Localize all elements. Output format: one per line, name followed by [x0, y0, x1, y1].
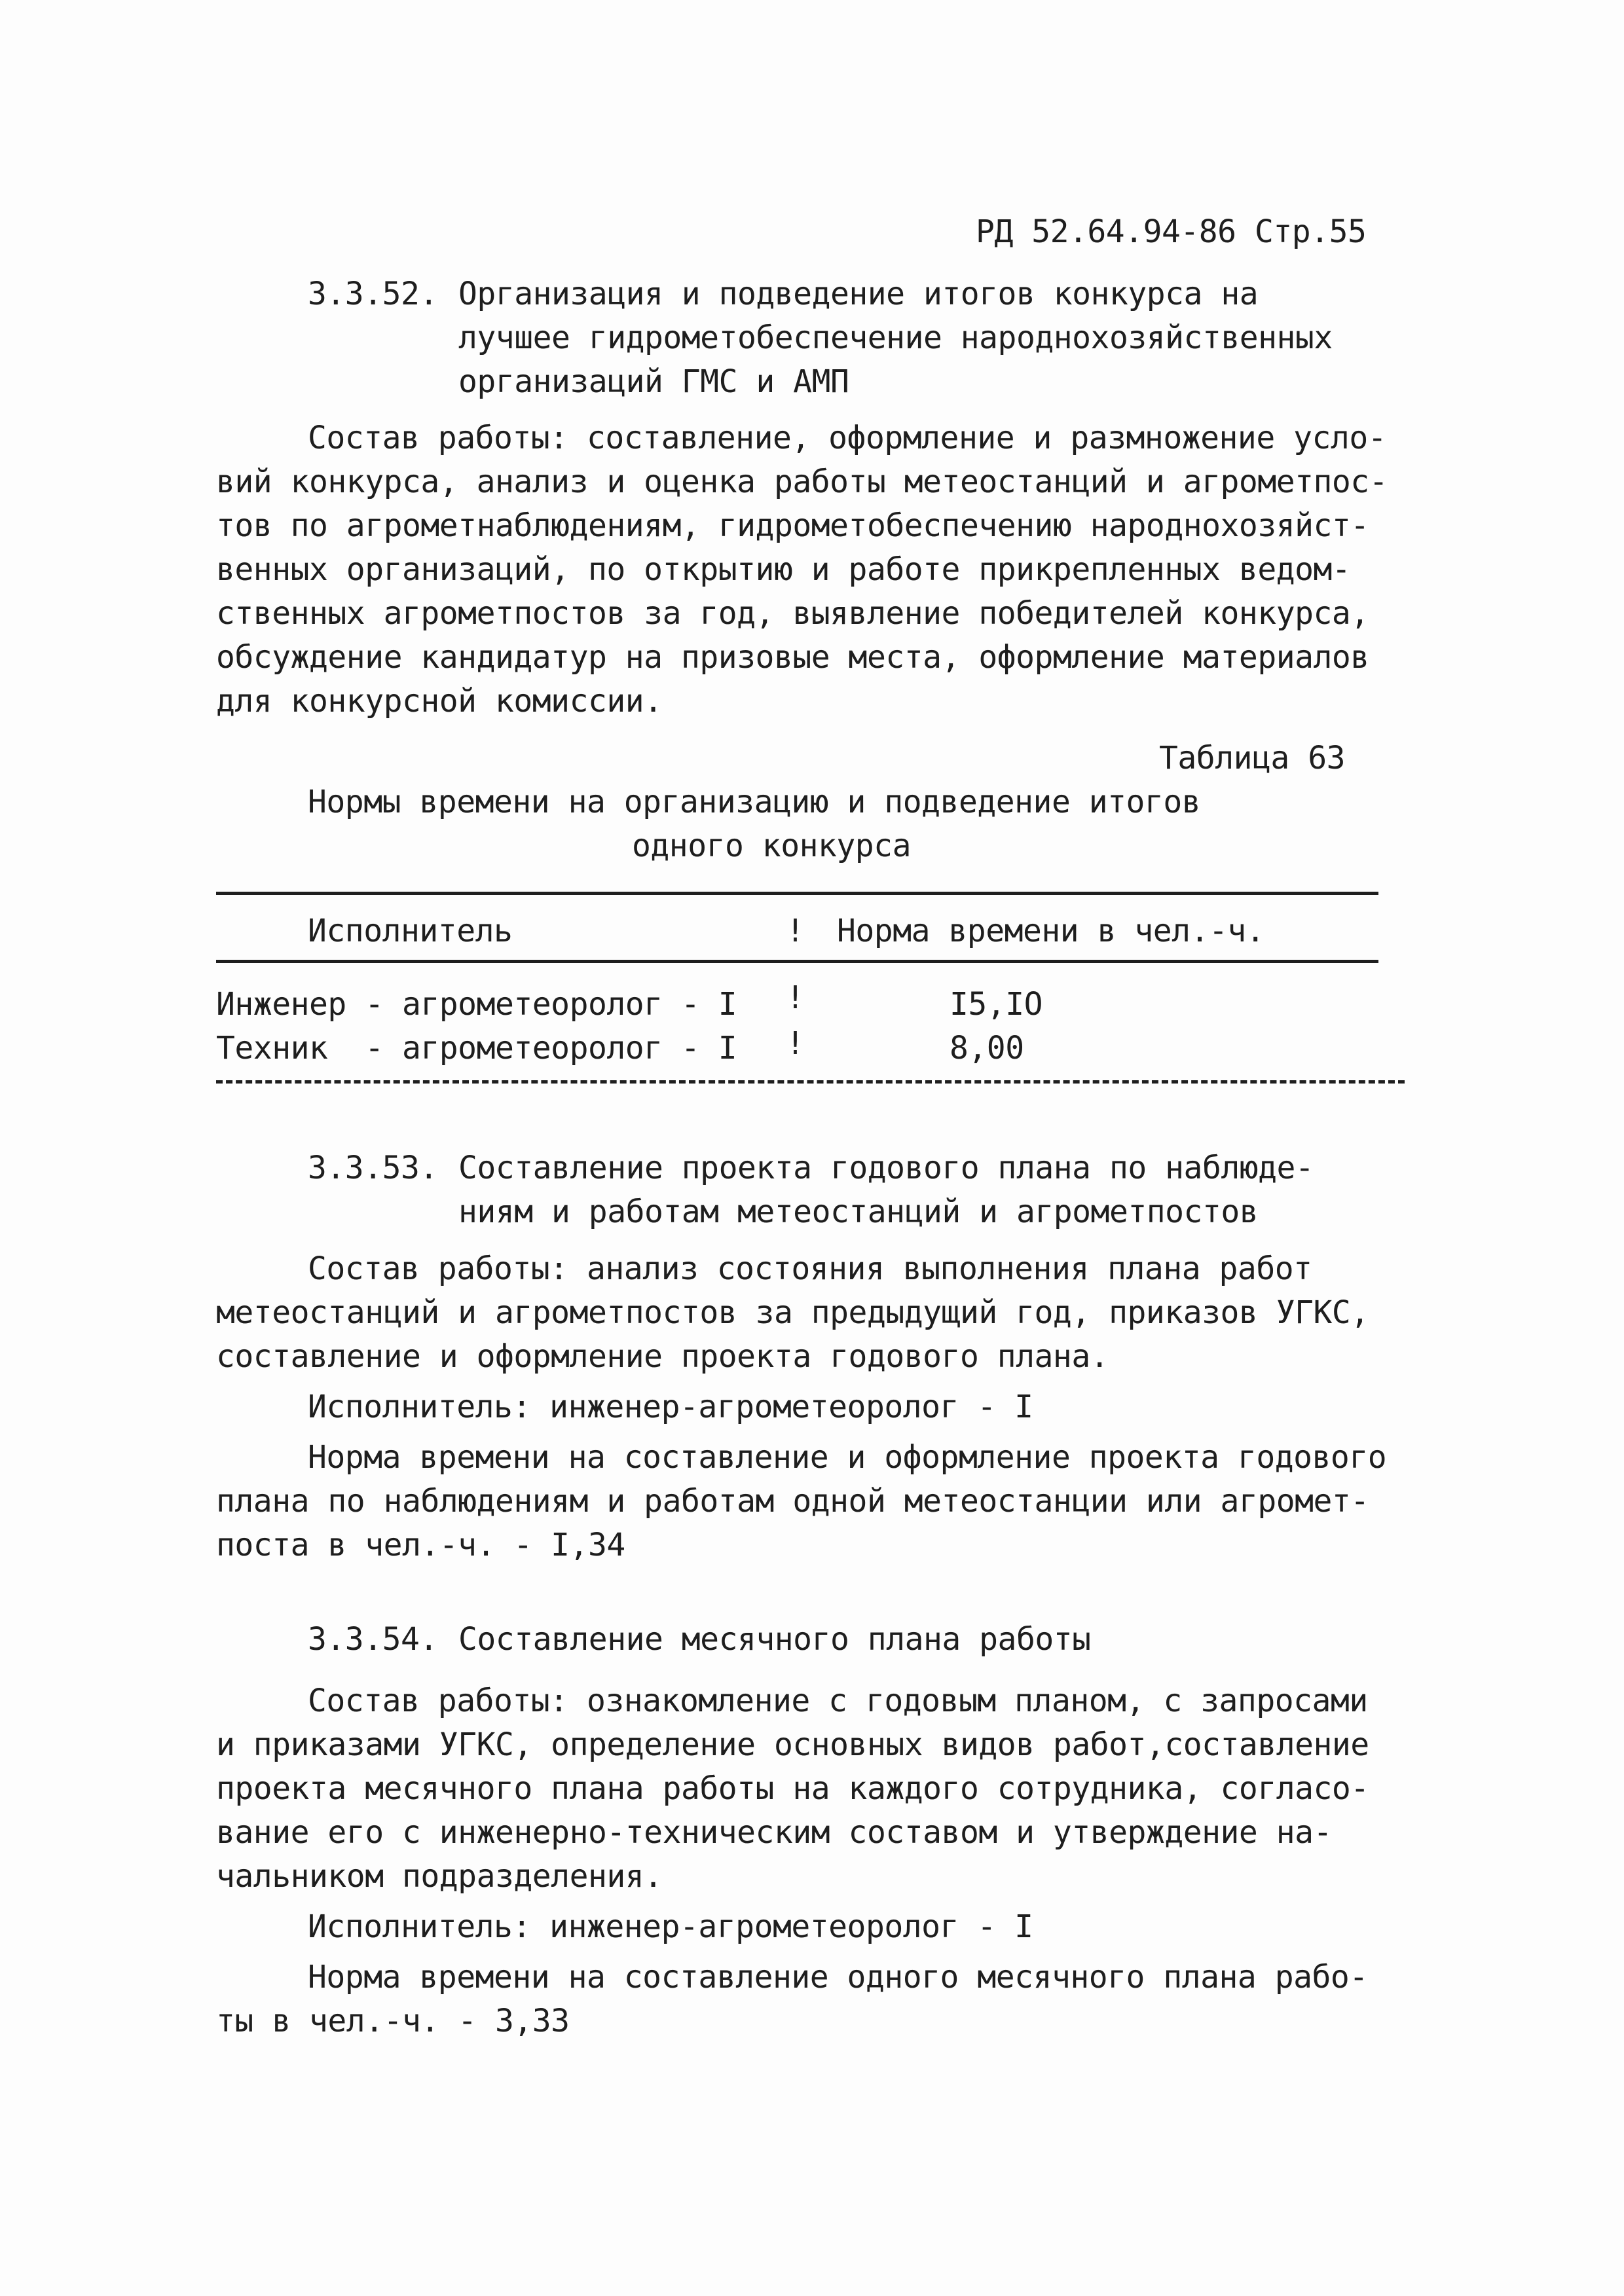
- table-bottom-rule: [216, 1080, 1405, 1084]
- section-title-line: Организация и подведение итогов конкурса на: [458, 276, 1259, 312]
- table-header-rule: [216, 960, 1378, 963]
- section-title: Составление месячного плана работы: [458, 1621, 1091, 1658]
- section-title-line: Составление проекта годового плана по наблюде-: [458, 1150, 1314, 1186]
- section-number: 3.3.52.: [308, 276, 438, 312]
- column-separator: !: [786, 1025, 805, 1062]
- body-text-line: для конкурсной комиссии.: [216, 683, 663, 720]
- body-text-line: и приказами УГКС, определение основных видов работ,составление: [216, 1726, 1369, 1763]
- performer-line: Исполнитель: инженер-агрометеоролог - I: [308, 1908, 1033, 1945]
- section-number: 3.3.53.: [308, 1150, 438, 1186]
- table-caption-line: одного конкурса: [632, 828, 911, 864]
- body-text-line: венных организаций, по открытию и работе прикрепленных ведом-: [216, 551, 1351, 588]
- body-text-line: ственных агрометпостов за год, выявление победителей конкурса,: [216, 595, 1369, 632]
- body-text-line: тов по агрометнаблюдениям, гидрометобеспечению народнохозяйст-: [216, 507, 1369, 544]
- table-caption-line: Нормы времени на организацию и подведение итогов: [308, 784, 1201, 820]
- norm-text-line: плана по наблюдениям и работам одной метеостанции или агромет-: [216, 1483, 1369, 1520]
- table-cell-performer: Техник - агрометеоролог - I: [216, 1030, 737, 1066]
- body-text-line: вий конкурса, анализ и оценка работы метеостанций и агрометпос-: [216, 464, 1388, 500]
- section-title-line: ниям и работам метеостанций и агрометпостов: [458, 1194, 1259, 1230]
- norm-text-line: Норма времени на составление одного месячного плана рабо-: [308, 1959, 1368, 1995]
- section-number: 3.3.54.: [308, 1621, 438, 1658]
- table-cell-performer: Инженер - агрометеоролог - I: [216, 986, 737, 1023]
- body-text-line: составление и оформление проекта годового плана.: [216, 1338, 1109, 1375]
- body-text-line: метеостанций и агрометпостов за предыдущий год, приказов УГКС,: [216, 1294, 1369, 1331]
- table-cell-norm: I5,IO: [950, 986, 1043, 1023]
- column-separator: !: [786, 913, 805, 949]
- table-cell-norm: 8,00: [950, 1030, 1024, 1066]
- page-reference: РД 52.64.94-86 Стр.55: [976, 213, 1367, 250]
- body-text-line: проекта месячного плана работы на каждого сотрудника, согласо-: [216, 1770, 1369, 1807]
- column-header-performer: Исполнитель: [308, 913, 513, 949]
- body-text-line: обсуждение кандидатур на призовые места, оформление материалов: [216, 639, 1369, 676]
- body-text-line: чальником подразделения.: [216, 1858, 663, 1895]
- performer-line: Исполнитель: инженер-агрометеоролог - I: [308, 1389, 1033, 1425]
- section-title-line: организаций ГМС и АМП: [458, 363, 849, 400]
- body-text-line: Состав работы: анализ состояния выполнения плана работ: [308, 1250, 1312, 1287]
- body-text-line: Состав работы: составление, оформление и размножение усло-: [308, 420, 1387, 456]
- column-separator: !: [786, 979, 805, 1016]
- norm-text-line: Норма времени на составление и оформление проекта годового: [308, 1439, 1387, 1476]
- section-title-line: лучшее гидрометобеспечение народнохозяйственных: [458, 319, 1333, 356]
- norm-text-line: поста в чел.-ч. - I,34: [216, 1527, 625, 1563]
- body-text-line: Состав работы: ознакомление с годовым планом, с запросами: [308, 1683, 1368, 1719]
- table-label: Таблица 63: [1159, 740, 1345, 776]
- column-header-norm: Норма времени в чел.-ч.: [837, 913, 1265, 949]
- body-text-line: вание его с инженерно-техническим составом и утверждение на-: [216, 1814, 1332, 1851]
- norm-text-line: ты в чел.-ч. - 3,33: [216, 2003, 570, 2039]
- table-top-rule: [216, 892, 1378, 895]
